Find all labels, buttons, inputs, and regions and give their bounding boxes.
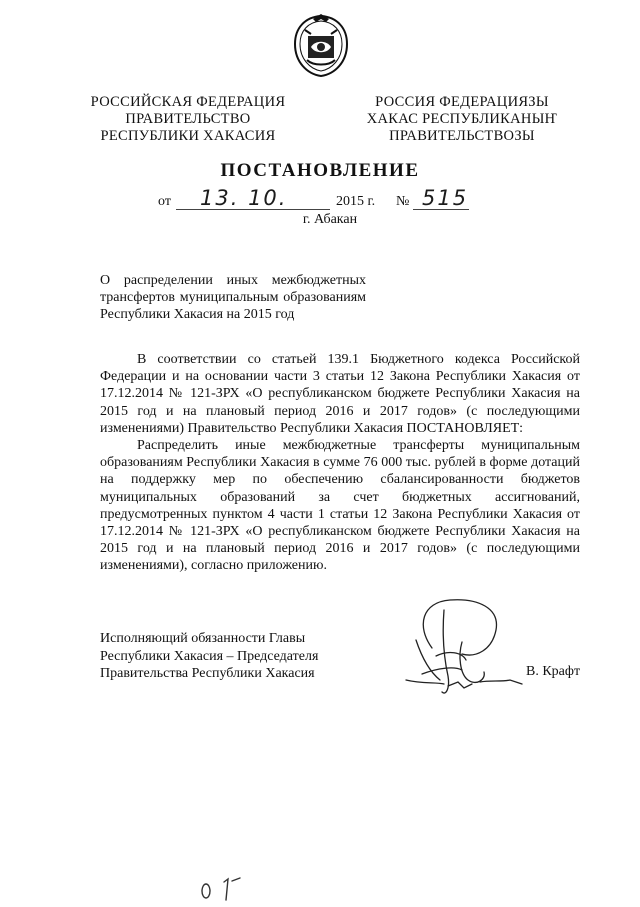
signatory-name: В. Крафт — [526, 664, 581, 679]
year-label: 2015 г. — [336, 194, 376, 209]
header-left-line3: РЕСПУБЛИКИ ХАКАСИЯ — [100, 128, 276, 144]
signatory-title-line3: Правительства Республики Хакасия — [100, 666, 315, 681]
number-prefix: № — [396, 194, 410, 209]
header-left — [88, 94, 288, 145]
document-subject: О распределении иных межбюджетных трансфертов муниципальным образованиям Республики Хакасия на 2015 год — [100, 273, 366, 322]
handwritten-signature — [392, 596, 542, 706]
date-prefix: от — [158, 194, 171, 209]
signatory-title — [100, 630, 340, 683]
signature-icon — [392, 596, 542, 706]
document-body — [100, 351, 580, 575]
coat-of-arms-emblem — [293, 14, 349, 78]
signatory-title-line1: Исполняющий обязанности Главы — [100, 631, 306, 646]
city-label: г. Абакан — [302, 212, 358, 227]
header-right-line1: РОССИЯ ФЕДЕРАЦИЯЗЫ — [375, 94, 549, 110]
header-right-line3: ПРАВИТЕЛЬСТВОЗЫ — [389, 128, 535, 144]
header-right-line2: ХАКАС РЕСПУБЛИКАНЫҤ — [366, 111, 558, 127]
header-left-line2: ПРАВИТЕЛЬСТВО — [125, 111, 251, 127]
date-value: 13. 10. — [200, 186, 288, 210]
body-paragraph-1: В соответствии со статьей 139.1 Бюджетного кодекса Российской Федерации и на основании части 3 статьи 12 Закона Республики Хакасия от 17.12.2014 № 121-ЗРХ «О республиканском бюджете Республики Хакасия на 2015 год и на плановый период 2016 и 2017 годов» (с последующими изменениями) Правительство Республики Хакасия ПОСТАНОВЛЯЕТ: — [100, 352, 580, 436]
body-paragraph-2: Распределить иные межбюджетные трансферты муниципальным образованиям Республики Хакасия в сумме 76 000 тыс. рублей в форме дотаций на поддержку мер по обеспечению сбалансированности бюджетов муниципальных образований за счет бюджетных ассигнований, предусмотренных пунктом 4 части 1 статьи 12 Закона Республики Хакасия от 17.12.2014 № 121-ЗРХ «О республиканском бюджете Республики Хакасия на 2015 год и на плановый период 2016 и 2017 годов» (с последующими изменениями), согласно приложению. — [100, 438, 580, 574]
khakassia-coat-of-arms-icon — [293, 14, 349, 78]
document-title: ПОСТАНОВЛЕНИЕ — [220, 160, 420, 181]
handwritten-page-mark — [198, 876, 250, 902]
header-left-line1: РОССИЙСКАЯ ФЕДЕРАЦИЯ — [90, 94, 286, 110]
signatory-title-line2: Республики Хакасия – Председателя — [100, 648, 319, 664]
header-right — [362, 94, 562, 145]
page-mark-glyph — [198, 876, 250, 902]
number-value: 515 — [422, 186, 469, 210]
